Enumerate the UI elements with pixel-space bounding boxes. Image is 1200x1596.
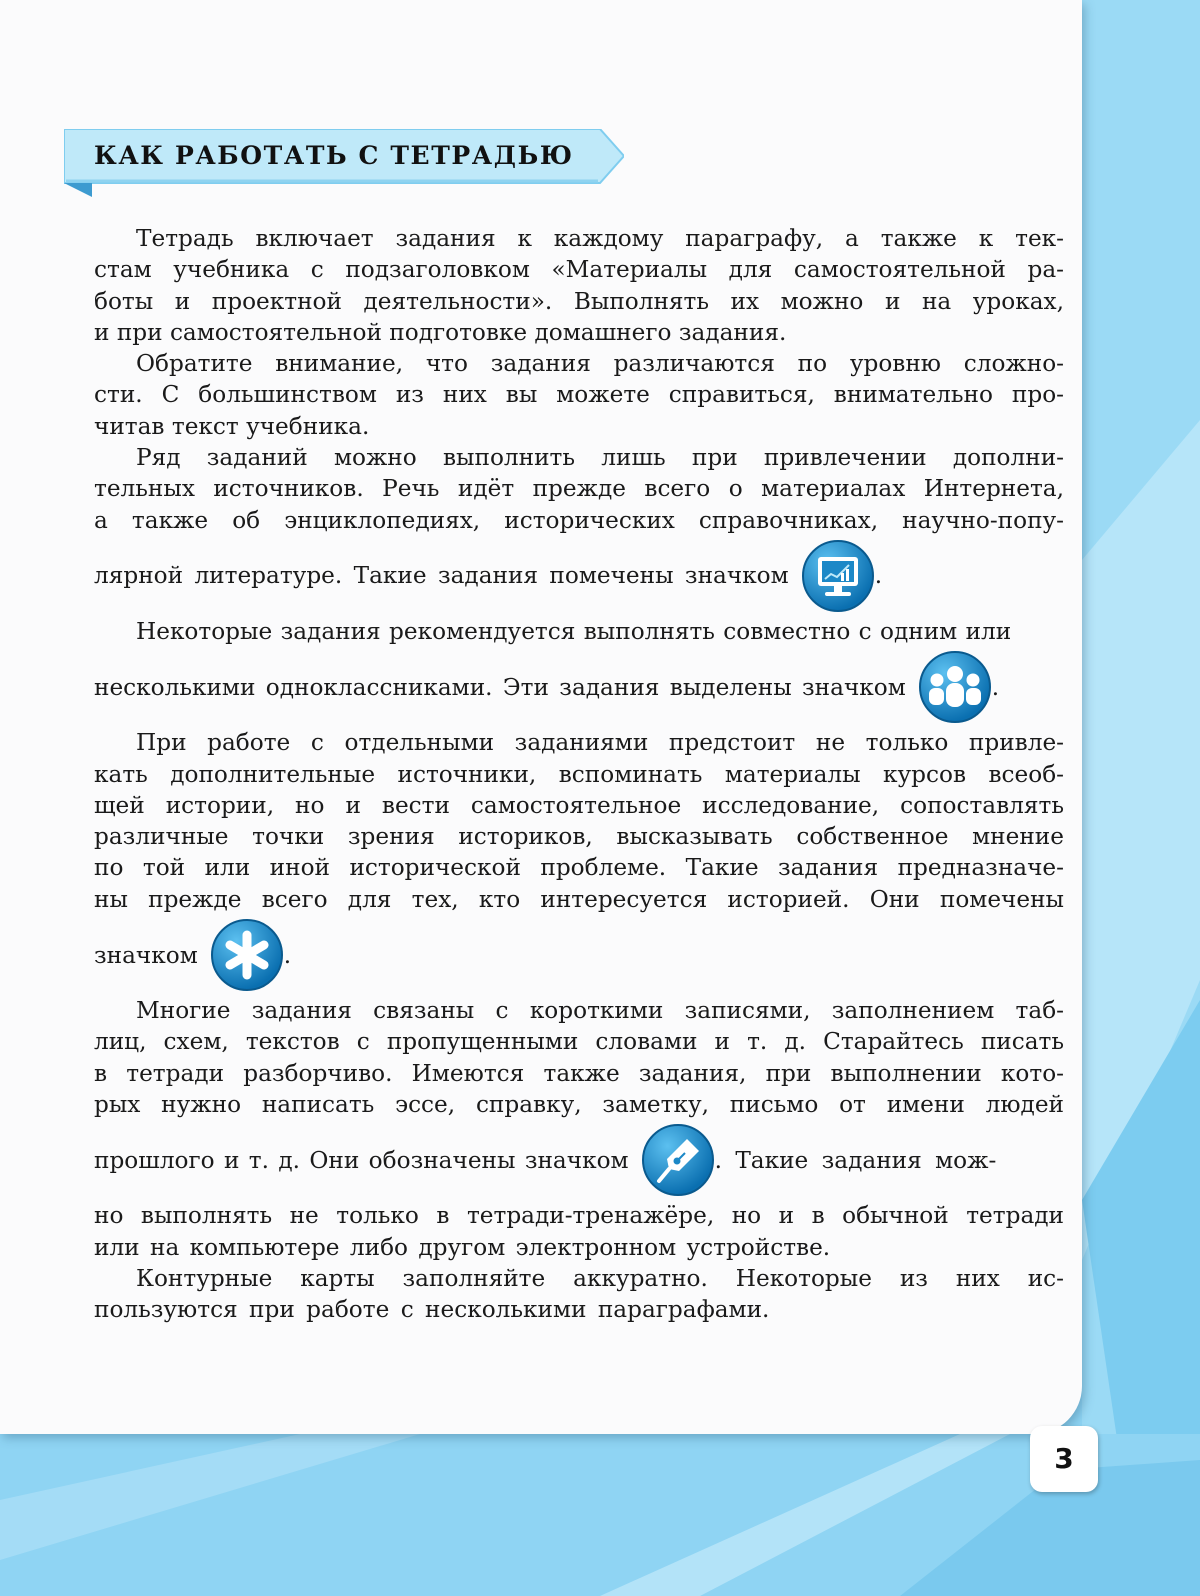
text-line: тельных источников. Речь идёт прежде всего о материалах Интернета,	[94, 475, 1064, 503]
heading-banner	[64, 129, 624, 183]
text-line: Обратите внимание, что задания различаются по уровню сложно-	[136, 350, 1064, 378]
text-line: боты и проектной деятельности». Выполнять их можно и на уроках,	[94, 287, 1064, 315]
text-line: Некоторые задания рекомендуется выполнять совместно с одним или	[136, 617, 1012, 645]
people-group-icon	[918, 650, 992, 724]
text-line: щей истории, но и вести самостоятельное исследование, сопоставлять	[94, 791, 1064, 819]
body-text	[94, 223, 1064, 1325]
text-line: несколькими одноклассниками. Эти задания выделены значком	[94, 673, 906, 701]
text-line: прошлого и т. д. Они обозначены значком	[94, 1146, 629, 1174]
text-line: стам учебника с подзаголовком «Материалы для самостоятельной ра-	[94, 256, 1064, 284]
text-line: сти. С большинством из них вы можете справиться, внимательно про-	[94, 381, 1064, 409]
text-line: различные точки зрения историков, высказывать собственное мнение	[94, 823, 1064, 851]
text-line: Тетрадь включает задания к каждому параграфу, а также к тек-	[136, 225, 1064, 252]
text-line: Контурные карты заполняйте аккуратно. Некоторые из них ис-	[136, 1264, 1064, 1292]
text-line: Многие задания связаны с короткими записями, заполнением таб-	[136, 997, 1064, 1025]
text-line: ны прежде всего для тех, кто интересуется историей. Они помечены	[94, 885, 1064, 913]
punctuation: .	[283, 941, 292, 969]
text-line: или на компьютере либо другом электронном устройстве.	[94, 1233, 831, 1261]
text-line: . Такие задания мож-	[714, 1146, 997, 1174]
page-title: КАК РАБОТАТЬ С ТЕТРАДЬЮ	[94, 141, 574, 170]
text-line: значком	[94, 941, 198, 969]
text-line: кать дополнительные источники, вспоминать материалы курсов всеоб-	[94, 760, 1064, 788]
text-line: в тетради разборчиво. Имеются также задания, при выполнении кото-	[94, 1059, 1064, 1087]
computer-monitor-icon	[801, 539, 875, 613]
page-number: 3	[1030, 1426, 1098, 1492]
text-line: Ряд заданий можно выполнить лишь при привлечении дополни-	[136, 444, 1064, 472]
text-line-with-icon	[94, 536, 1064, 616]
text-line: пользуются при работе с несколькими параграфами.	[94, 1296, 770, 1324]
text-line: а также об энциклопедиях, исторических справочниках, научно-попу-	[94, 506, 1064, 534]
text-line: лярной литературе. Такие задания помечены значком	[94, 562, 789, 590]
text-line: и при самостоятельной подготовке домашнего задания.	[94, 318, 787, 346]
pen-nib-icon	[641, 1123, 715, 1197]
text-line-with-icon	[94, 1120, 1064, 1200]
text-line: При работе с отдельными заданиями предстоит не только привле-	[136, 729, 1064, 757]
text-line: читав текст учебника.	[94, 412, 370, 440]
text-line-with-icon	[94, 915, 1064, 995]
text-line-with-icon	[94, 647, 1064, 727]
asterisk-icon	[210, 918, 284, 992]
text-line: лиц, схем, текстов с пропущенными словами и т. д. Старайтесь писать	[94, 1028, 1064, 1056]
text-line: но выполнять не только в тетради-тренажёре, но и в обычной тетради	[94, 1202, 1064, 1230]
text-line: рых нужно написать эссе, справку, заметку, письмо от имени людей	[94, 1090, 1064, 1118]
text-line: по той или иной исторической проблеме. Такие задания предназначе-	[94, 854, 1064, 882]
punctuation: .	[874, 562, 883, 590]
punctuation: .	[991, 673, 1000, 701]
